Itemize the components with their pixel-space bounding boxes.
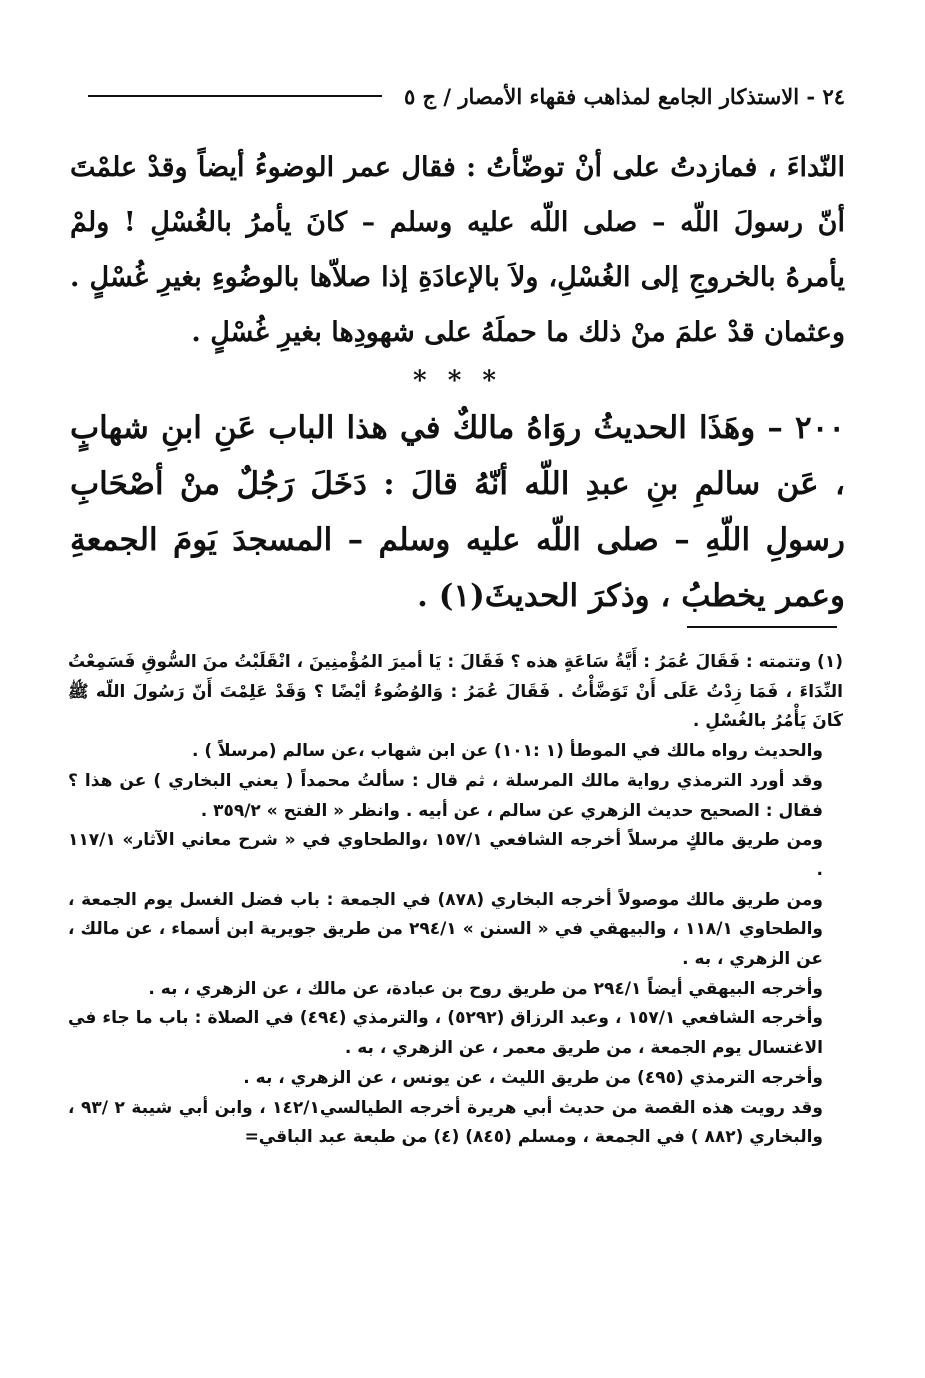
main-text — [70, 140, 845, 624]
header-rule — [88, 95, 382, 97]
footnotes — [68, 648, 843, 1153]
footnote-line: ومن طريق مالكٍ مرسلاً أخرجه الشافعي ١٥٧/١ ،والطحاوي في « شرح معاني الآثار» ١١٧/١ . — [68, 830, 823, 880]
footnote-line: وأخرجه الترمذي (٤٩٥) من طريق الليث ، عن يونس ، عن الزهري ، به . — [243, 1067, 823, 1088]
hadith-block — [70, 400, 845, 624]
section-separator: * * * — [413, 366, 502, 396]
footnote-line: وأخرجه البيهقي أيضاً ٢٩٤/١ من طريق روح بن عبادة، عن مالك ، عن الزهري ، به . — [148, 978, 823, 999]
footnote-line: والحديث رواه مالك في الموطأ (١ :١٠١) عن ابن شهاب ،عن سالم (مرسلاً ) . — [191, 741, 823, 762]
footnote-line: (١) وتتمته : فَقَالَ عُمَرُ : أَيَّةُ سَاعَةٍ هذه ؟ فَقَالَ : يَا أميرَ المُؤْمنِينَ ، انْقَلَبْتُ منَ السُّوقِ فَسَمِعْتُ النِّدَاءَ ، فَمَا زِدْتُ عَلَى أَنْ تَوَضَّأْتُ . فَقَالَ عُمَرُ : وَالوُضُوءُ أيْضًا ؟ وَقَدْ عَلِمْتَ أَنّ رَسُولَ اللّه ﷺ كَانَ يَأْمُرُ بالغُسْلِ . — [68, 652, 843, 732]
hadith-paragraph: ٢٠٠ – وهَذَا الحديثُ روَاهُ مالكٌ في هذا الباب عَنِ ابنِ شهابٍ ، عَن سالمِ بنِ عبدِ اللّه أنّهُ قالَ : دَخَلَ رَجُلٌ منْ أصْحَابِ رسولِ اللّهِ – صلى اللّه عليه وسلم – المسجدَ يَومَ الجمعةِ وعمر يخطبُ ، وذكرَ الحديثَ(١) . — [70, 410, 845, 614]
main-paragraph: النّداءَ ، فمازدتُ على أنْ توضّأتُ : فقال عمر الوضوءُ أيضاً وقدْ علمْتَ أنّ رسولَ اللّه – صلى اللّه عليه وسلم – كانَ يأمرُ بالغُسْلِ ! ولمْ يأمرهُ بالخروجِ إلى الغُسْلِ، ولاَ بالإعادَةِ إذا صلاّها بالوضُوءِ بغيرِ غُسْلٍ . وعثمان قدْ علمَ منْ ذلك ما حملَهُ على شهودِها بغيرِ غُسْلٍ . — [70, 152, 845, 348]
footnote-rule — [687, 626, 837, 628]
footnote-line: وأخرجه الشافعي ١٥٧/١ ، وعبد الرزاق (٥٢٩٢) ، والترمذي (٤٩٤) في الصلاة : باب ما جاء في الاغتسال يوم الجمعة ، من طريق معمر ، عن الزهري ، به . — [68, 1008, 823, 1059]
footnote-line: وقد أورد الترمذي رواية مالك المرسلة ، ثم قال : سألتُ محمداً ( يعني البخاري ) عن هذا ؟ فقال : الصحيح حديث الزهري عن سالم ، عن أبيه . وانظر « الفتح » ٣٥٩/٢ . — [68, 770, 823, 821]
running-header — [60, 78, 845, 114]
header-title: ٢٤ - الاستذكار الجامع لمذاهب فقهاء الأمصار / ج ٥ — [403, 83, 845, 109]
footnote-line: ومن طريق مالك موصولاً أخرجه البخاري (٨٧٨) في الجمعة : باب فضل الغسل يوم الجمعة ، والطحاوي ١١٨/١ ، والبيهقي في « السنن » ٢٩٤/١ من طريق جويرية ابن أسماء ، عن مالك ، عن الزهري ، به . — [68, 889, 824, 970]
footnote-line: وقد رويت هذه القصة من حديث أبي هريرة أخرجه الطيالسي١٤٢/١ ، وابن أبي شيبة ٢ /٩٣ ، والبخاري (٨٨٢ ) في الجمعة ، ومسلم (٨٤٥) (٤) من طبعة عبد الباقي= — [68, 1097, 823, 1148]
